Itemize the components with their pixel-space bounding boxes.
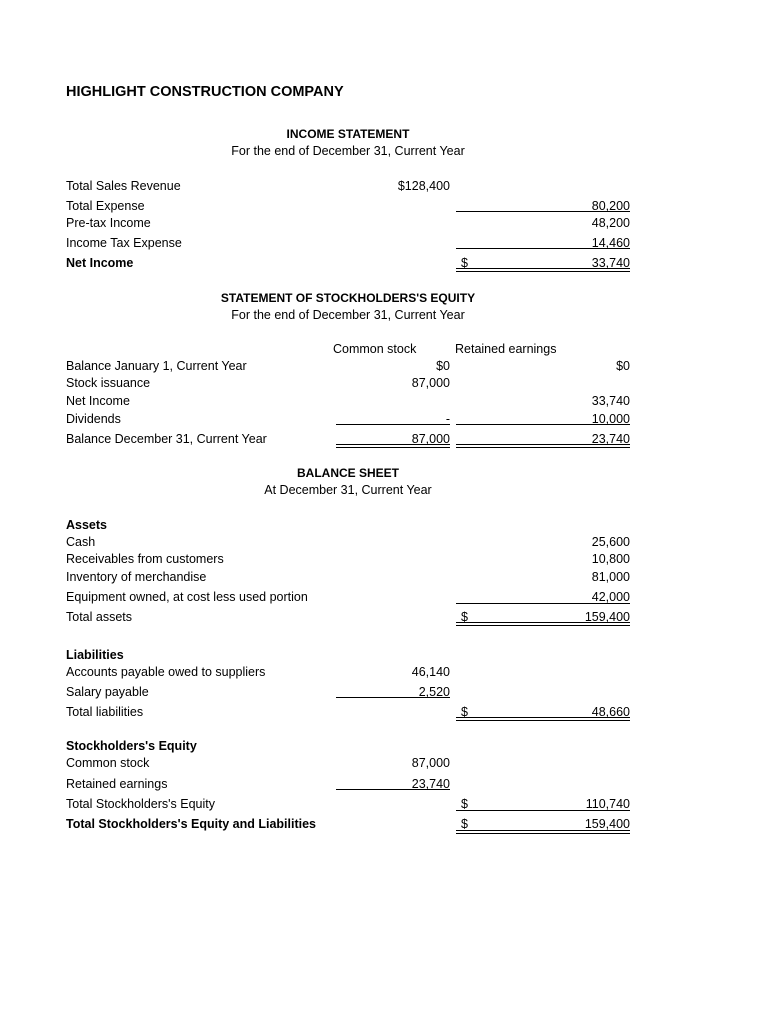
liabilities-heading: Liabilities <box>66 648 124 662</box>
dividends-retained: 10,000 <box>591 412 630 426</box>
total-liabilities-dollar: $ <box>461 705 468 719</box>
total-assets-double-underline <box>456 622 630 626</box>
retained-earnings-column-header: Retained earnings <box>455 342 557 356</box>
assets-heading: Assets <box>66 518 107 532</box>
salary-payable-underline <box>336 697 450 698</box>
income-statement-subtitle: For the end of December 31, Current Year <box>231 144 465 158</box>
total-liabilities-double-underline <box>456 717 630 721</box>
dividends-underline-retained <box>456 424 630 425</box>
balance-dec-double-underline-common <box>336 444 450 448</box>
dividends-underline-common <box>336 424 450 425</box>
net-income-value: 33,740 <box>591 256 630 270</box>
equity-statement-subtitle: For the end of December 31, Current Year <box>231 308 465 322</box>
total-equity-liabilities-dollar: $ <box>461 817 468 831</box>
equity-net-income-retained: 33,740 <box>591 394 630 408</box>
dividends-label: Dividends <box>66 412 121 426</box>
total-assets-value: 159,400 <box>584 610 630 624</box>
pretax-income-label: Pre-tax Income <box>66 216 151 230</box>
total-equity-underline <box>456 810 630 811</box>
total-assets-dollar: $ <box>461 610 468 624</box>
inventory-value: 81,000 <box>591 570 630 584</box>
common-stock-value: 87,000 <box>411 756 450 770</box>
net-income-double-underline <box>456 268 630 272</box>
accounts-payable-value: 46,140 <box>411 665 450 679</box>
cash-value: 25,600 <box>591 535 630 549</box>
pretax-income-value: 48,200 <box>591 216 630 230</box>
total-sales-revenue-label: Total Sales Revenue <box>66 179 181 193</box>
total-equity-label: Total Stockholders's Equity <box>66 797 215 811</box>
net-income-label: Net Income <box>66 256 134 270</box>
receivables-label: Receivables from customers <box>66 552 224 566</box>
income-tax-expense-value: 14,460 <box>591 236 630 250</box>
stockholders-equity-heading: Stockholders's Equity <box>66 739 197 753</box>
stock-issuance-label: Stock issuance <box>66 376 151 390</box>
balance-dec-common: 87,000 <box>411 432 450 446</box>
total-assets-label: Total assets <box>66 610 133 624</box>
salary-payable-value: 2,520 <box>418 685 450 699</box>
equipment-label: Equipment owned, at cost less used portion <box>66 590 308 604</box>
company-title: HIGHLIGHT CONSTRUCTION COMPANY <box>66 84 344 100</box>
equity-net-income-label: Net Income <box>66 394 130 408</box>
balance-dec-double-underline-retained <box>456 444 630 448</box>
total-equity-liabilities-double-underline <box>456 830 630 834</box>
cash-label: Cash <box>66 535 96 549</box>
total-equity-value: 110,740 <box>585 797 630 811</box>
common-stock-label: Common stock <box>66 756 150 770</box>
total-equity-liabilities-label: Total Stockholders's Equity and Liabilities <box>66 817 317 831</box>
balance-sheet-subtitle: At December 31, Current Year <box>264 483 432 497</box>
net-income-dollar: $ <box>461 256 468 270</box>
retained-earnings-label: Retained earnings <box>66 777 168 791</box>
income-statement-title: INCOME STATEMENT <box>286 127 410 141</box>
total-equity-liabilities-value: 159,400 <box>584 817 630 831</box>
balance-jan-common: $0 <box>436 359 450 373</box>
retained-earnings-value: 23,740 <box>411 777 450 791</box>
total-expense-value: 80,200 <box>591 199 630 213</box>
balance-dec-retained: 23,740 <box>591 432 630 446</box>
total-sales-revenue-value: $128,400 <box>397 179 450 193</box>
balance-jan-retained: $0 <box>616 359 630 373</box>
income-tax-expense-label: Income Tax Expense <box>66 236 182 250</box>
total-expense-label: Total Expense <box>66 199 145 213</box>
dividends-common: - <box>445 412 450 426</box>
stock-issuance-common: 87,000 <box>411 376 450 390</box>
total-equity-dollar: $ <box>461 797 468 811</box>
balance-jan-label: Balance January 1, Current Year <box>66 359 247 373</box>
balance-dec-label: Balance December 31, Current Year <box>66 432 267 446</box>
inventory-label: Inventory of merchandise <box>66 570 207 584</box>
balance-sheet-title: BALANCE SHEET <box>296 466 399 480</box>
accounts-payable-label: Accounts payable owed to suppliers <box>66 665 266 679</box>
salary-payable-label: Salary payable <box>66 685 149 699</box>
equity-statement-title: STATEMENT OF STOCKHOLDERS'S EQUITY <box>220 291 476 305</box>
total-liabilities-label: Total liabilities <box>66 705 144 719</box>
common-stock-column-header: Common stock <box>333 342 417 356</box>
total-liabilities-value: 48,660 <box>591 705 630 719</box>
equipment-value: 42,000 <box>591 590 630 604</box>
receivables-value: 10,800 <box>591 552 630 566</box>
